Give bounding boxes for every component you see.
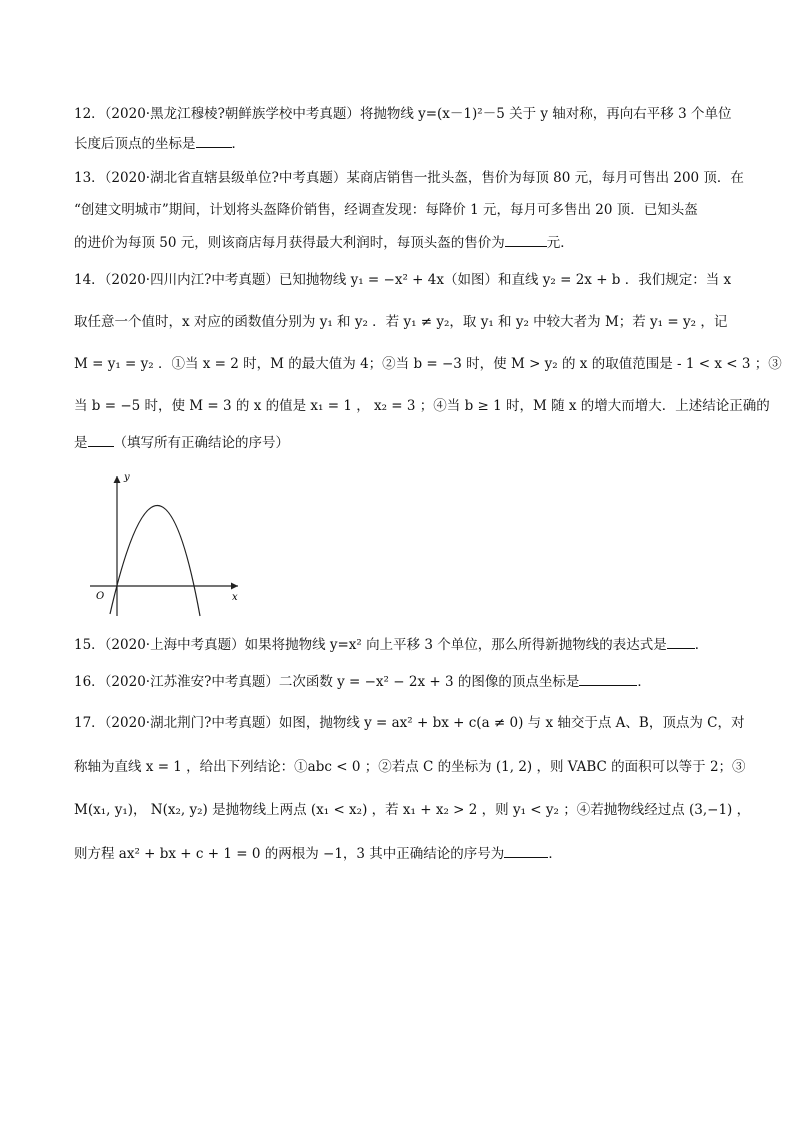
q14-line1: 14．（2020·四川内江?中考真题）已知抛物线 y₁ = −x² + 4x（如图）和直线 y₂ = 2x + b ．我们规定：当 x	[74, 272, 732, 288]
q17-line4	[74, 842, 562, 862]
origin-label: O	[96, 591, 105, 602]
q17-line1: 17．（2020·湖北荆门?中考真题）如图，抛物线 y = ax² + bx + c(a ≠ 0) 与 x 轴交于点 A、B，顶点为 C，对	[74, 715, 745, 731]
q14-line4: 当 b = −5 时，使 M = 3 的 x 的值是 x₁ = 1 ， x₂ = 3 ；④当 b ≥ 1 时，M 随 x 的增大而增大．上述结论正确的	[74, 398, 770, 414]
q17-line4-end: ．	[548, 846, 562, 862]
q14-line2: 取任意一个值时，x 对应的函数值分别为 y₁ 和 y₂ ．若 y₁ ≠ y₂，取 y₁ 和 y₂ 中较大者为 M；若 y₁ = y₂ ，记	[74, 314, 728, 330]
q14-line5-text: 是	[74, 435, 88, 451]
q12-line2	[74, 132, 245, 152]
q12-line2-text: 长度后顶点的坐标是	[74, 136, 196, 152]
q16-line1-text: 16．（2020·江苏淮安?中考真题）二次函数 y = −x² − 2x + 3 的图像的顶点坐标是	[74, 674, 580, 690]
q12-answer-blank[interactable]	[196, 133, 232, 148]
q14-line5	[74, 431, 289, 451]
q14-line3: M = y₁ = y₂ ．①当 x = 2 时，M 的最大值为 4；②当 b = −3 时，使 M > y₂ 的 x 的取值范围是 - 1 < x < 3 ；③	[74, 356, 782, 372]
y-axis-label: y	[124, 472, 130, 483]
parabola-curve	[110, 505, 200, 616]
q16-line1-end: ．	[637, 674, 651, 690]
q13-line1: 13．（2020·湖北省直辖县级单位?中考真题）某商店销售一批头盔，售价为每顶 80 元，每月可售出 200 顶．在	[74, 170, 744, 186]
parabola-graph	[88, 466, 248, 624]
q13-line3	[74, 231, 574, 251]
q17-answer-blank[interactable]	[504, 843, 548, 858]
x-axis-label: x	[232, 592, 238, 603]
q13-answer-blank[interactable]	[505, 232, 547, 247]
q17-line4-text: 则方程 ax² + bx + c + 1 = 0 的两根为 −1，3 其中正确结论的序号为	[74, 846, 505, 862]
q17-line2: 称轴为直线 x = 1 ，给出下列结论：①abc < 0 ；②若点 C 的坐标为 (1, 2) ，则 VABC 的面积可以等于 2；③	[74, 759, 746, 775]
q13-line2: “创建文明城市”期间，计划将头盔降价销售，经调查发现：每降价 1 元，每月可多售出 20 顶．已知头盔	[74, 202, 698, 218]
q16-answer-blank[interactable]	[579, 671, 637, 686]
q14-answer-blank[interactable]	[88, 432, 114, 447]
q13-line3-text: 的进价为每顶 50 元，则该商店每月获得最大利润时，每顶头盔的售价为	[74, 235, 505, 251]
q15-line1-end: ．	[694, 637, 709, 653]
q15-line1	[74, 633, 708, 653]
q14-line5-end: （填写所有正确结论的序号）	[113, 435, 289, 451]
q16-line1	[74, 670, 651, 690]
q15-answer-blank[interactable]	[667, 634, 695, 649]
q15-line1-text: 15．（2020·上海中考真题）如果将抛物线 y=x² 向上平移 3 个单位，那么所得新抛物线的表达式是	[74, 637, 667, 653]
q13-line3-end: 元．	[546, 235, 574, 251]
q12-line2-end: ．	[231, 136, 245, 152]
q12-line1: 12．（2020·黑龙江穆棱?朝鲜族学校中考真题）将抛物线 y=(x－1)²－5 关于 y 轴对称，再向右平移 3 个单位	[74, 106, 732, 122]
q17-line3: M(x₁, y₁)， N(x₂, y₂) 是抛物线上两点 (x₁ < x₂) ，若 x₁ + x₂ > 2 ，则 y₁ < y₂ ；④若抛物线经过点 (3,−1) ，	[74, 802, 751, 818]
